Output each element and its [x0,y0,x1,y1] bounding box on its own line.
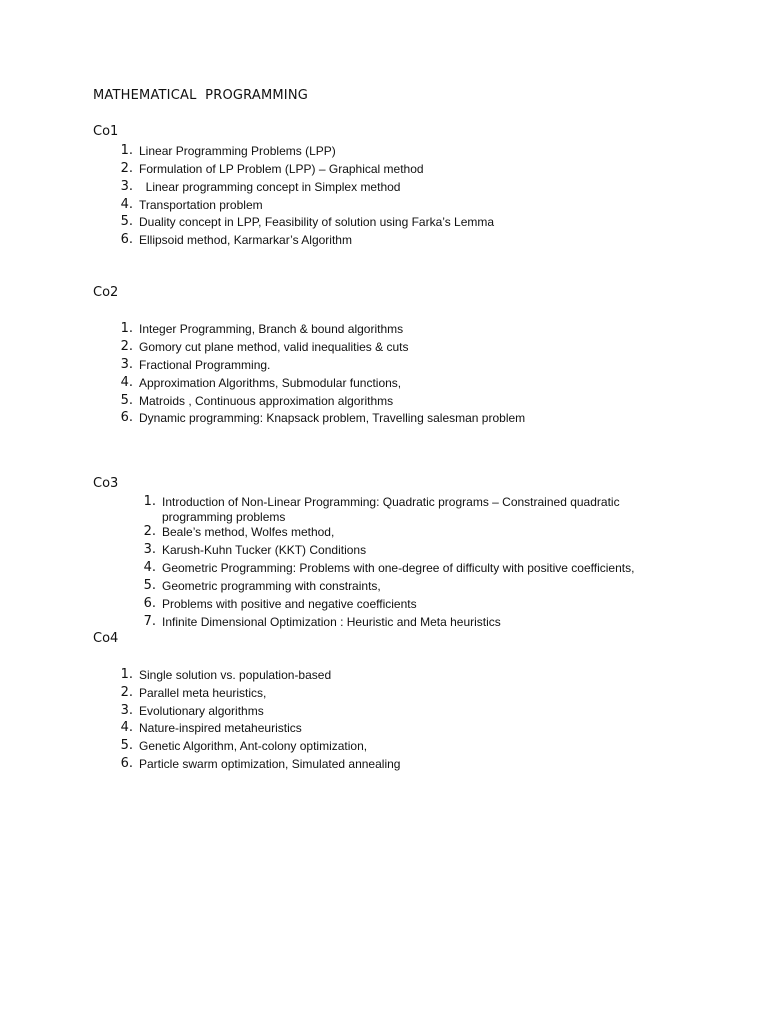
section-heading: Co3 [93,476,119,491]
list-text: Integer Programming, Branch & bound algorithms [139,322,404,336]
list-number: 2. [120,339,133,354]
list-item [136,494,632,525]
list-item [136,560,634,576]
list-number: 5. [120,393,133,408]
page-title: MATHEMATICAL PROGRAMMING [93,88,309,103]
list-item [113,339,408,355]
list-text: Duality concept in LPP, Feasibility of solution using Farka’s Lemma [139,215,495,229]
list-number: 5. [143,578,156,593]
list-number: 6. [120,410,133,425]
list-item [136,614,501,630]
list-text: Beale’s method, Wolfes method, [162,525,335,539]
list-item [136,578,381,594]
section-heading: Co2 [93,285,119,300]
list-number: 4. [143,560,156,575]
list-item [113,161,424,177]
list-text: Infinite Dimensional Optimization : Heuristic and Meta heuristics [162,615,501,629]
list-number: 1. [120,321,133,336]
list-text: Geometric Programming: Problems with one-degree of difficulty with positive coefficients, [162,561,635,575]
list-item [113,321,403,337]
list-item [113,357,270,373]
list-number: 4. [120,720,133,735]
list-number: 1. [120,143,133,158]
list-text: Karush-Kuhn Tucker (KKT) Conditions [162,543,367,557]
list-text: Genetic Algorithm, Ant-colony optimization, [139,739,368,753]
list-text: Particle swarm optimization, Simulated annealing [139,757,401,771]
list-number: 3. [143,542,156,557]
list-text: Problems with positive and negative coefficients [162,597,417,611]
list-text: Dynamic programming: Knapsack problem, Travelling salesman problem [139,411,526,425]
list-item [113,179,400,195]
list-text: Single solution vs. population-based [139,668,332,682]
list-item [113,214,494,230]
list-number: 2. [120,685,133,700]
list-item [136,542,366,558]
list-number: 1. [120,667,133,682]
list-item [113,143,336,159]
list-number: 6. [143,596,156,611]
list-item [113,720,302,736]
list-number: 4. [120,375,133,390]
list-item [113,393,393,409]
list-item [113,410,525,426]
list-text: Approximation Algorithms, Submodular functions, [139,376,402,390]
list-item [113,738,367,754]
list-item [113,232,352,248]
list-number: 6. [120,232,133,247]
list-number: 4. [120,197,133,212]
list-item [113,667,331,683]
list-number: 5. [120,214,133,229]
list-text: Nature-inspired metaheuristics [139,721,302,735]
list-item [136,596,417,612]
section-heading: Co4 [93,631,119,646]
list-number: 1. [143,494,156,509]
list-number: 3. [120,703,133,718]
list-item [113,756,400,772]
list-number: 5. [120,738,133,753]
list-item [113,685,266,701]
list-text: Ellipsoid method, Karmarkar’s Algorithm [139,233,352,247]
section-heading: Co1 [93,124,119,139]
list-item [113,703,264,719]
list-text: Fractional Programming. [139,358,271,372]
list-item [113,197,263,213]
list-number: 2. [143,524,156,539]
list-item [136,524,334,540]
list-item [113,375,401,391]
list-number: 7. [143,614,156,629]
list-text: Matroids , Continuous approximation algorithms [139,394,394,408]
list-number: 2. [120,161,133,176]
list-text: Geometric programming with constraints, [162,579,381,593]
list-text: Evolutionary algorithms [139,704,264,718]
list-text: Formulation of LP Problem (LPP) – Graphical method [139,162,424,176]
list-text: Linear programming concept in Simplex method [139,180,401,194]
list-number: 3. [120,179,133,194]
list-text: Parallel meta heuristics, [139,686,267,700]
list-text: Transportation problem [139,198,263,212]
list-number: 3. [120,357,133,372]
list-number: 6. [120,756,133,771]
list-text: Linear Programming Problems (LPP) [139,144,336,158]
list-text: Gomory cut plane method, valid inequalities & cuts [139,340,409,354]
list-text: Introduction of Non-Linear Programming: Quadratic programs – Constrained quadratic programming problems [162,495,620,524]
